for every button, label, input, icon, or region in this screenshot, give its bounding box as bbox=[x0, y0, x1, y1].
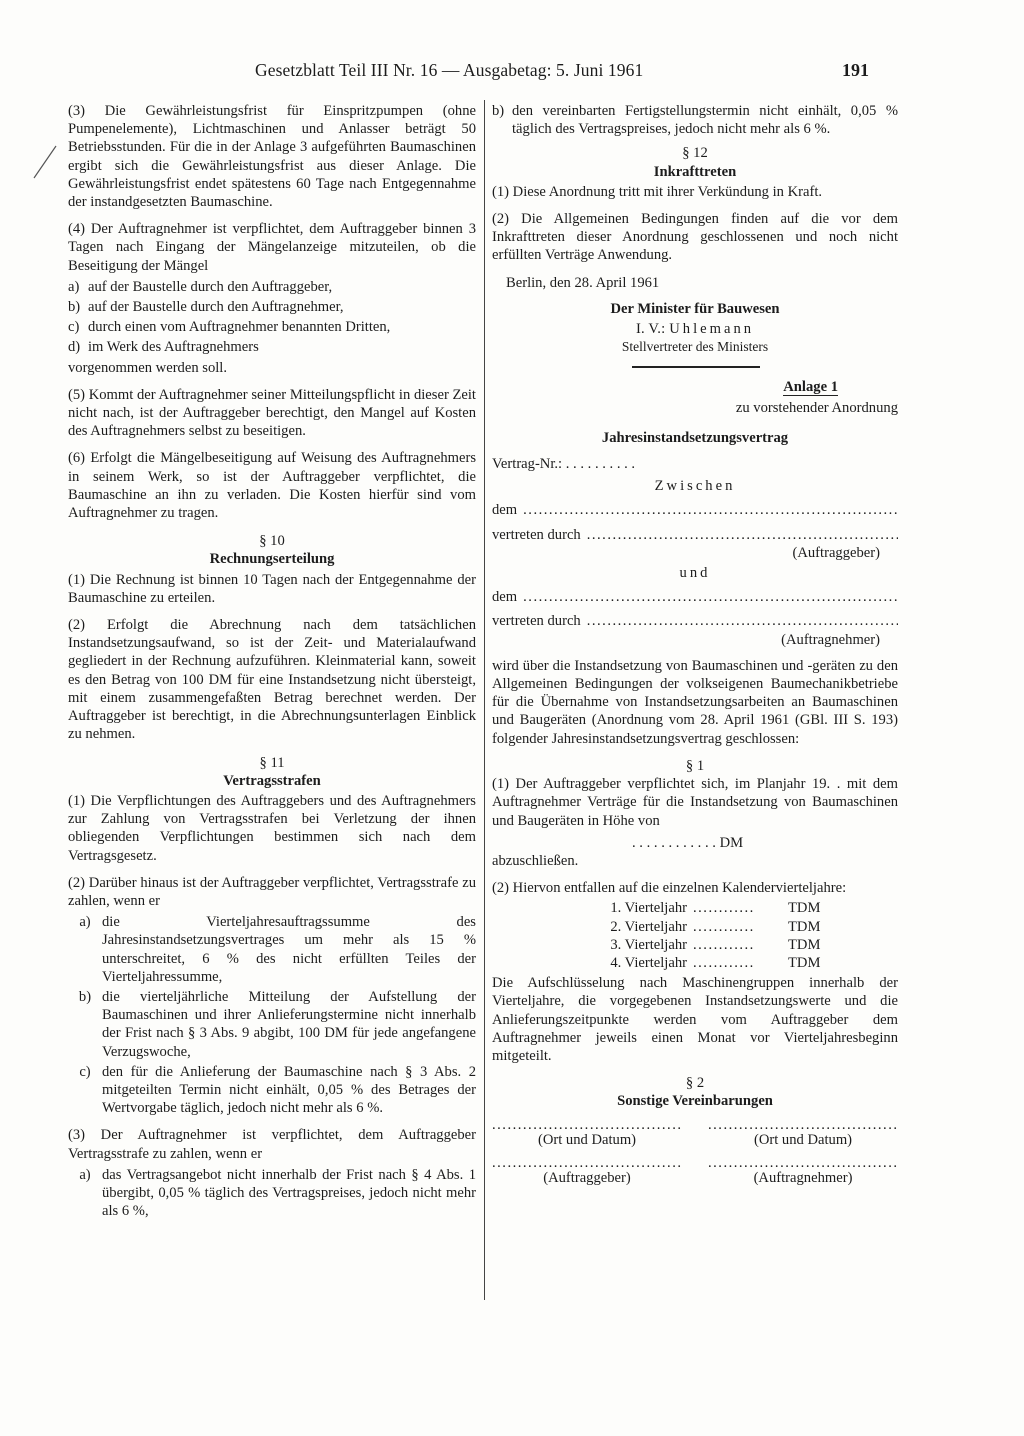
quarter-unit: TDM bbox=[788, 900, 821, 917]
fill-dots bbox=[587, 526, 898, 544]
signature-dots: ..................................... bbox=[492, 1116, 683, 1133]
signature-dots: ..................................... bbox=[492, 1154, 683, 1171]
section-10-paragraph-2: (2) Erfolgt die Abrechnung nach dem tatsächlichen Instandsetzungsaufwand, so ist der Zeit- und Materialaufwand gegliedert in der Rechnung aufzuführen. Kleinmaterial kann, soweit es den Betrag von 100 DM für eine Instandsetzung nicht übersteigt, mit einem zusammengefaßten Betrag berechnet werden. Der Auftraggeber ist berechtigt, in die Abrechnungsunterlagen Einblick zu nehmen. bbox=[68, 617, 476, 743]
list-label: c) bbox=[68, 319, 80, 336]
place-and-date: Berlin, den 28. April 1961 bbox=[506, 274, 660, 291]
quarter-name: 2. Vierteljahr bbox=[610, 918, 687, 935]
margin-pencil-mark bbox=[30, 142, 60, 182]
list-text: im Werk des Auftragnehmers bbox=[88, 339, 259, 356]
form-section-1-paragraph-2: (2) Hiervon entfallen auf die einzelnen Kalendervierteljahre: bbox=[492, 880, 847, 897]
party-1-representative-line bbox=[492, 526, 898, 544]
quarter-dots: ............ bbox=[693, 936, 755, 953]
fill-dots bbox=[523, 501, 898, 519]
paragraph-5: (5) Kommt der Auftragnehmer seiner Mitteilungspflicht in dieser Zeit nicht nach, ist der Auftraggeber berechtigt, den Mangel auf Kosten des Auftragnehmers selbst zu beseitigen. bbox=[68, 386, 476, 440]
page-number: 191 bbox=[842, 60, 869, 80]
and-heading: und bbox=[679, 565, 711, 582]
annex-title bbox=[492, 378, 898, 396]
contract-title: Jahresinstandsetzungsvertrag bbox=[601, 429, 789, 446]
party-2-representative-line bbox=[492, 612, 898, 630]
section-12-title: Inkrafttreten bbox=[653, 163, 737, 180]
section-10-paragraph-1: (1) Die Rechnung ist binnen 10 Tagen nach der Entgegennahme der Baumaschine zu erteilen. bbox=[68, 571, 476, 606]
signature-caption: (Auftragnehmer) bbox=[753, 1169, 853, 1186]
section-11-paragraph-2: (2) Darüber hinaus ist der Auftraggeber verpflichtet, Vertragsstrafe zu zahlen, wenn er bbox=[68, 874, 476, 909]
form-section-1-paragraph-1: (1) Der Auftraggeber verpflichtet sich, im Planjahr 19. . mit dem Auftragnehmer Verträge für die Instandsetzung von Baumaschinen und Baugeräten in Höhe von bbox=[492, 776, 898, 829]
form-section-1-number: § 1 bbox=[685, 757, 705, 774]
list-label: b) bbox=[492, 103, 505, 119]
list-text: den vereinbarten Fertigstellungstermin nicht einhält, 0,05 % täglich des Vertragspreises, jedoch nicht mehr als 6 %. bbox=[512, 103, 898, 138]
list-item bbox=[492, 102, 898, 138]
right-column bbox=[492, 102, 898, 1187]
list-item bbox=[68, 1063, 476, 1118]
section-10-number: § 10 bbox=[259, 533, 285, 550]
section-11-number: § 11 bbox=[259, 754, 285, 771]
signature-block bbox=[708, 1116, 899, 1149]
quarter-unit: TDM bbox=[788, 918, 821, 935]
section-10-title: Rechnungserteilung bbox=[209, 551, 335, 568]
section-11-title: Vertragsstrafen bbox=[223, 772, 321, 789]
signature-block bbox=[492, 1154, 683, 1187]
role-client: (Auftraggeber) bbox=[792, 544, 880, 561]
list-text: auf der Baustelle durch den Auftraggeber, bbox=[88, 278, 333, 295]
list-item bbox=[68, 318, 476, 336]
signature-caption: (Ort und Datum) bbox=[753, 1131, 853, 1148]
fill-dots bbox=[587, 612, 898, 630]
list-item bbox=[68, 278, 476, 296]
list-text: auf der Baustelle durch den Auftragnehmer, bbox=[88, 299, 344, 316]
list-item bbox=[68, 988, 476, 1061]
section-11-paragraph-3: (3) Der Auftragnehmer ist verpflichtet, dem Auftraggeber Vertragsstrafe zu zahlen, wenn er bbox=[68, 1127, 476, 1162]
signature-dots: ..................................... bbox=[708, 1116, 899, 1133]
signature-row-2 bbox=[492, 1154, 899, 1187]
separator-rule bbox=[632, 366, 760, 368]
list-text: das Vertragsangebot nicht innerhalb der Frist nach § 4 Abs. 1 übergibt, 0,05 % täglich des Vertragspreises, jedoch nicht mehr als 6 %, bbox=[102, 1166, 476, 1220]
list-text: die Vierteljahresauftragssumme des Jahresinstandsetzungsvertrages um mehr als 15 % unterschreitet, 6 % des nicht erfüllten Teiles der Vierteljahressumme, bbox=[102, 914, 476, 985]
between-heading: Zwischen bbox=[654, 478, 736, 495]
left-column bbox=[68, 102, 476, 1222]
quarter-row bbox=[492, 899, 898, 917]
list-item bbox=[68, 913, 476, 986]
contract-number-line: Vertrag-Nr.: . . . . . . . . . . bbox=[492, 456, 636, 473]
amount-line: . . . . . . . . . . . . DM bbox=[632, 834, 744, 851]
list-text: durch einen vom Auftragnehmer benannten Dritten, bbox=[88, 319, 391, 336]
form-section-1-paragraph-3: Die Aufschlüsselung nach Maschinengruppen innerhalb der Vierteljahre, die vorgegebenen Instandsetzungswerte und die Anlieferungszeitpunkte werden vom Auftraggeber dem Auftragnehmer jeweils einen Monat vor Vierteljahresbeginn mitgeteilt. bbox=[492, 975, 898, 1064]
annex-subtitle: zu vorstehender Anordnung bbox=[735, 399, 898, 416]
column-divider bbox=[484, 100, 485, 1300]
signatory-role: Stellvertreter des Ministers bbox=[621, 339, 769, 355]
signatory-prefix: I. V.: bbox=[635, 321, 666, 338]
list-item bbox=[68, 338, 476, 356]
representative-label: vertreten durch bbox=[492, 526, 581, 543]
party-1-line bbox=[492, 501, 898, 519]
paragraph-3: (3) Die Gewährleistungsfrist für Einspritzpumpen (ohne Pumpenelemente), Lichtmaschinen und Anlasser beträgt 50 Betriebsstunden. Für die in der Anlage 3 aufgeführten Baumaschinen ergibt sich die Gewährleistungsfrist aus dieser Anlage. Die Gewährleistungsfrist endet spätestens 60 Tage nach Entgegennahme der instandgesetzten Baumaschine. bbox=[68, 103, 476, 211]
signatory-name: Uhlemann bbox=[669, 321, 755, 338]
quarter-row bbox=[492, 954, 898, 972]
quarter-unit: TDM bbox=[788, 954, 821, 971]
list-label: d) bbox=[68, 339, 81, 356]
list-label: a) bbox=[79, 1166, 91, 1183]
quarters-list bbox=[492, 899, 898, 972]
quarter-dots: ............ bbox=[693, 918, 755, 935]
section-11-paragraph-1: (1) Die Verpflichtungen des Auftraggebers und des Auftragnehmers zur Zahlung von Vertragsstrafen bei Verletzung der ihnen obliegenden Verpflichtungen bestimmen sich nach dem Vertragsgesetz. bbox=[68, 792, 476, 864]
quarter-row bbox=[492, 936, 898, 954]
quarter-name: 4. Vierteljahr bbox=[610, 954, 687, 971]
annex-title-text: Anlage 1 bbox=[783, 379, 838, 396]
contract-intro: wird über die Instandsetzung von Baumaschinen und -geräten zu den Allgemeinen Bedingungen der volkseigenen Baumechanikbetriebe für die Übernahme von Instandsetzungsarbeiten an Baumaschinen und Baugeräten (Anordnung vom 28. April 1961 (GBl. III S. 193) folgender Jahresinstandsetzungsvertrag geschlossen: bbox=[492, 657, 898, 747]
list-text: den für die Anlieferung der Baumaschine nach § 3 Abs. 2 mitgeteilten Termin nicht einhält, 0,05 % des Betrages der Wertvorgabe täglich, jedoch nicht mehr als 6 %. bbox=[102, 1063, 476, 1117]
signature-dots: ..................................... bbox=[708, 1154, 899, 1171]
section-12-paragraph-2: (2) Die Allgemeinen Bedingungen finden auf die vor dem Inkrafttreten dieser Anordnung geschlossenen und noch nicht erfüllten Verträge Anwendung. bbox=[492, 211, 898, 264]
quarter-dots: ............ bbox=[693, 900, 755, 917]
list-label: b) bbox=[68, 299, 81, 316]
page-header bbox=[0, 60, 1024, 84]
fill-dots bbox=[523, 588, 898, 606]
signatory bbox=[492, 320, 898, 338]
list-text: die vierteljährliche Mitteilung der Aufstellung der Baumaschinen und ihrer Anlieferungstermine nicht innerhalb der Frist nach § 3 Abs. 9 abgibt, 100 DM für jede angefangene Verzugswoche, bbox=[102, 988, 476, 1060]
minister-title: Der Minister für Bauwesen bbox=[610, 300, 780, 317]
quarter-name: 3. Vierteljahr bbox=[610, 936, 687, 953]
signature-block bbox=[708, 1154, 899, 1187]
quarter-dots: ............ bbox=[693, 954, 755, 971]
party-label: dem bbox=[492, 502, 518, 519]
party-2-line bbox=[492, 588, 898, 606]
form-section-1-close: abzuschließen. bbox=[492, 852, 579, 869]
signature-row-1 bbox=[492, 1116, 899, 1149]
paragraph-4: (4) Der Auftragnehmer ist verpflichtet, dem Auftraggeber binnen 3 Tagen nach Eingang der Mängelanzeige mitzuteilen, ob die Beseitigung der Mängel bbox=[68, 221, 476, 274]
section-12-number: § 12 bbox=[682, 145, 708, 162]
list-item bbox=[68, 1166, 476, 1221]
party-label: dem bbox=[492, 589, 518, 606]
signature-caption: (Auftraggeber) bbox=[543, 1169, 631, 1186]
representative-label: vertreten durch bbox=[492, 613, 581, 630]
form-section-2-number: § 2 bbox=[685, 1075, 705, 1092]
header-title: Gesetzblatt Teil III Nr. 16 — Ausgabetag: 5. Juni 1961 bbox=[255, 60, 644, 80]
quarter-name: 1. Vierteljahr bbox=[610, 900, 687, 917]
quarter-row bbox=[492, 918, 898, 936]
list-label: a) bbox=[79, 914, 91, 931]
list-item bbox=[68, 298, 476, 316]
paragraph-6: (6) Erfolgt die Mängelbeseitigung auf Weisung des Auftragnehmers in seinem Werk, so ist der Auftraggeber verpflichtet, die Baumaschine an ihn zu verladen. Die Kosten hierfür sind vom Auftragnehmer zu tragen. bbox=[68, 450, 476, 522]
section-12-paragraph-1: (1) Diese Anordnung tritt mit ihrer Verkündung in Kraft. bbox=[492, 183, 823, 200]
quarter-unit: TDM bbox=[788, 936, 821, 953]
form-section-2-title: Sonstige Vereinbarungen bbox=[617, 1093, 773, 1110]
signature-caption: (Ort und Datum) bbox=[537, 1131, 637, 1148]
list-label: b) bbox=[78, 988, 92, 1005]
list-label: c) bbox=[79, 1063, 91, 1080]
signature-block bbox=[492, 1116, 683, 1149]
role-contractor: (Auftragnehmer) bbox=[781, 631, 880, 648]
list-label: a) bbox=[68, 278, 80, 295]
paragraph-4-end: vorgenommen werden soll. bbox=[68, 359, 228, 376]
